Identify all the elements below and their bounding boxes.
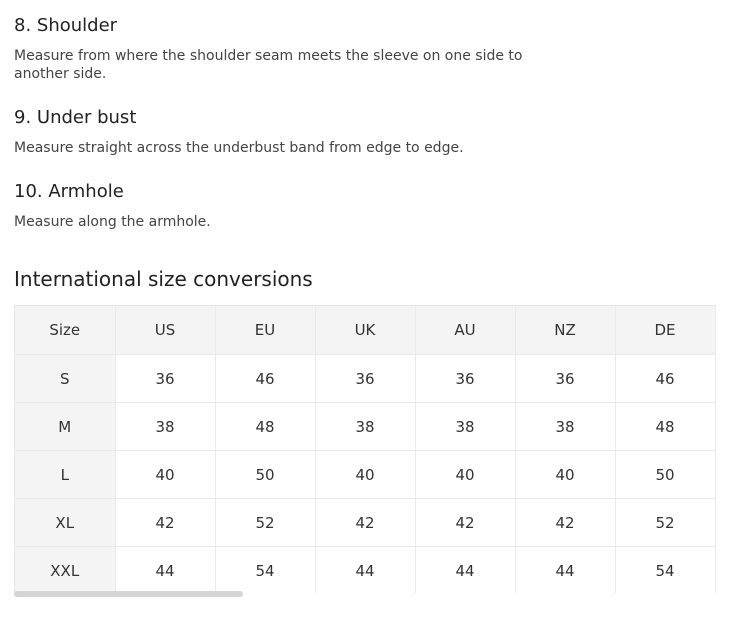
table-cell: 48 xyxy=(615,403,715,451)
column-header-au: AU xyxy=(415,306,515,355)
table-cell: 38 xyxy=(115,403,215,451)
table-cell: 40 xyxy=(315,451,415,499)
table-row xyxy=(15,355,715,403)
underbust-heading: 9. Under bust xyxy=(14,107,137,128)
table-cell: 46 xyxy=(615,355,715,403)
table-cell: 50 xyxy=(215,451,315,499)
column-header-eu: EU xyxy=(215,306,315,355)
table-cell: 52 xyxy=(615,499,715,547)
horizontal-scrollbar[interactable] xyxy=(14,591,243,597)
column-header-size: Size xyxy=(15,306,115,355)
armhole-heading: 10. Armhole xyxy=(14,181,124,202)
table-cell: 54 xyxy=(615,547,715,594)
table-cell: 44 xyxy=(315,547,415,594)
table-cell: 52 xyxy=(215,499,315,547)
size-conversion-title: International size conversions xyxy=(14,267,313,291)
table-cell: 38 xyxy=(415,403,515,451)
shoulder-section xyxy=(14,15,534,83)
table-cell: 42 xyxy=(515,499,615,547)
column-header-nz: NZ xyxy=(515,306,615,355)
table-cell: 48 xyxy=(215,403,315,451)
table-cell: 40 xyxy=(415,451,515,499)
underbust-description: Measure straight across the underbust band from edge to edge. xyxy=(14,140,464,156)
table-cell: 36 xyxy=(315,355,415,403)
column-header-us: US xyxy=(115,306,215,355)
column-header-de: DE xyxy=(615,306,715,355)
table-cell: 42 xyxy=(315,499,415,547)
table-cell: 40 xyxy=(115,451,215,499)
table-row xyxy=(15,547,715,594)
table-cell: 46 xyxy=(215,355,315,403)
table-cell: 36 xyxy=(415,355,515,403)
table-cell: 36 xyxy=(515,355,615,403)
shoulder-description: Measure from where the shoulder seam meets the sleeve on one side to another side. xyxy=(14,48,523,82)
size-label-cell: M xyxy=(15,403,115,451)
table-row xyxy=(15,451,715,499)
table-cell: 38 xyxy=(515,403,615,451)
table-row xyxy=(15,499,715,547)
column-header-uk: UK xyxy=(315,306,415,355)
shoulder-heading: 8. Shoulder xyxy=(14,15,118,36)
size-label-cell: S xyxy=(15,355,115,403)
underbust-section xyxy=(14,107,534,157)
size-conversion-table xyxy=(15,306,716,593)
table-cell: 36 xyxy=(115,355,215,403)
table-header-row xyxy=(15,306,715,355)
table-cell: 50 xyxy=(615,451,715,499)
table-cell: 44 xyxy=(415,547,515,594)
armhole-description: Measure along the armhole. xyxy=(14,214,211,230)
size-label-cell: L xyxy=(15,451,115,499)
table-cell: 40 xyxy=(515,451,615,499)
table-cell: 44 xyxy=(115,547,215,594)
size-label-cell: XL xyxy=(15,499,115,547)
table-cell: 38 xyxy=(315,403,415,451)
table-cell: 44 xyxy=(515,547,615,594)
size-label-cell: XXL xyxy=(15,547,115,594)
table-row xyxy=(15,403,715,451)
armhole-section xyxy=(14,181,534,231)
table-cell: 54 xyxy=(215,547,315,594)
table-cell: 42 xyxy=(415,499,515,547)
size-conversion-table-container[interactable] xyxy=(14,305,716,593)
table-cell: 42 xyxy=(115,499,215,547)
